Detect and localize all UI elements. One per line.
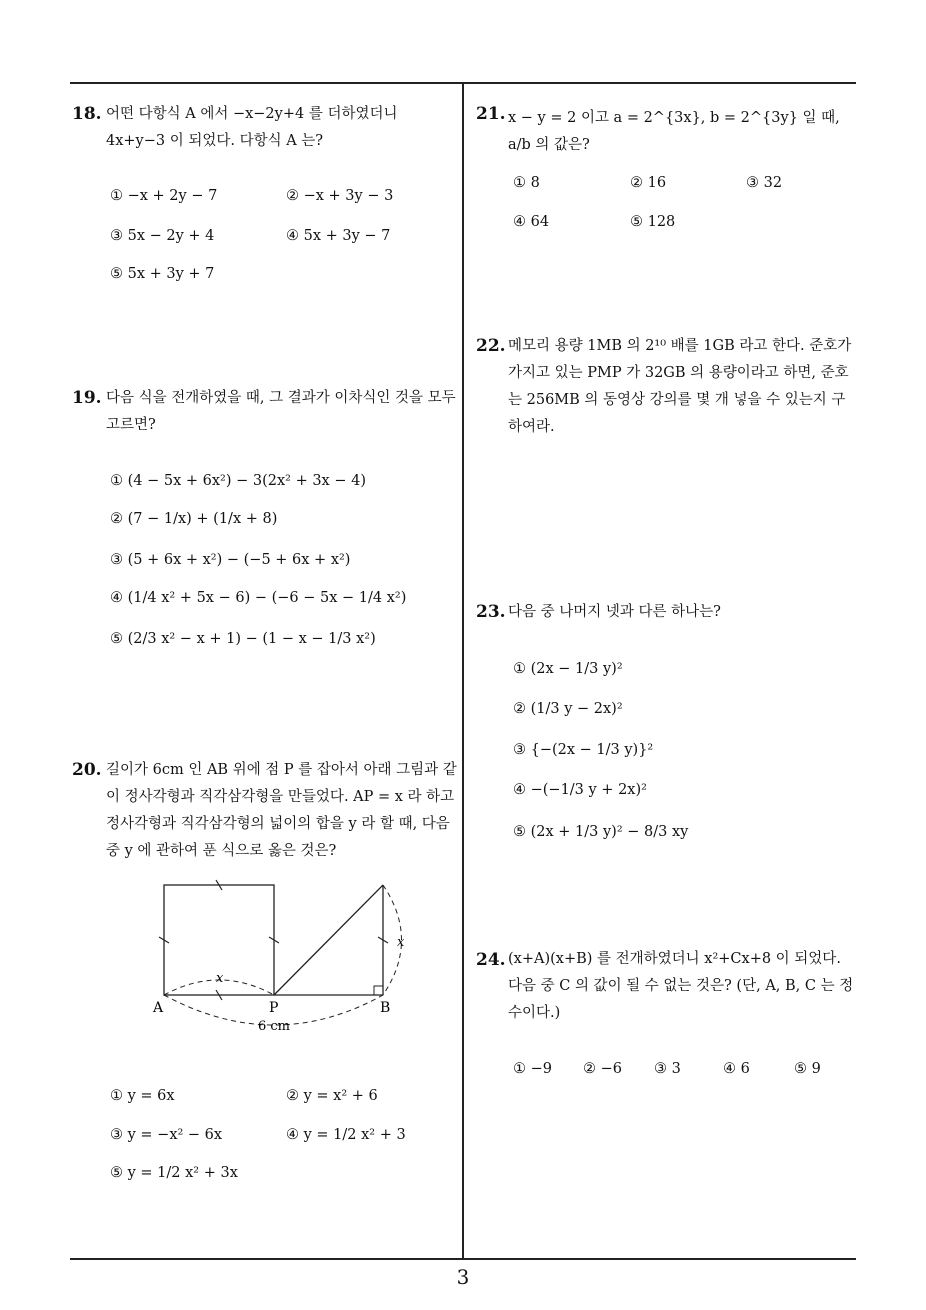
option-1[interactable]: ① 8 (513, 175, 540, 191)
question-number: 24. (476, 950, 506, 970)
question-text: 다음 중 나머지 넷과 다른 하나는? (508, 604, 721, 620)
option-3[interactable]: ③ (5 + 6x + x²) − (−5 + 6x + x²) (110, 552, 351, 568)
question-number: 18. (72, 104, 102, 124)
option-3[interactable]: ③ 32 (746, 175, 783, 191)
option-4[interactable]: ④ 5x + 3y − 7 (286, 228, 391, 244)
question-text: x − y = 2 이고 a = 2^{3x}, b = 2^{3y} 일 때, a/b 의 값은? (508, 110, 840, 153)
option-2[interactable]: ② −x + 3y − 3 (286, 188, 394, 204)
option-2[interactable]: ② (7 − 1/x) + (1/x + 8) (110, 511, 278, 527)
square-triangle-figure (140, 870, 430, 1040)
option-5[interactable]: ⑤ 128 (630, 214, 676, 230)
label-length: 6 cm (258, 1019, 291, 1034)
option-1[interactable]: ① −9 (513, 1061, 552, 1077)
option-1[interactable]: ① −x + 2y − 7 (110, 188, 218, 204)
question-number: 19. (72, 388, 102, 408)
label-p: P (269, 1000, 279, 1016)
option-1[interactable]: ① y = 6x (110, 1088, 175, 1104)
option-2[interactable]: ② y = x² + 6 (286, 1088, 378, 1104)
option-2[interactable]: ② (1/3 y − 2x)² (513, 701, 623, 717)
column-divider (462, 83, 464, 1259)
option-4[interactable]: ④ (1/4 x² + 5x − 6) − (−6 − 5x − 1/4 x²) (110, 590, 407, 606)
option-3[interactable]: ③ 3 (654, 1061, 681, 1077)
question-text: 길이가 6cm 인 AB 위에 점 P 를 잡아서 아래 그림과 같이 정사각형과 직각삼각형을 만들었다. AP = x 라 하고 정사각형과 직각삼각형의 넓이의 합을 y 라 할 때, 다음 중 y 에 관하여 푼 식으로 옳은 것은? (106, 762, 457, 859)
option-2[interactable]: ② −6 (583, 1061, 622, 1077)
option-4[interactable]: ④ y = 1/2 x² + 3 (286, 1127, 406, 1143)
option-5[interactable]: ⑤ 9 (794, 1061, 821, 1077)
option-4[interactable]: ④ 6 (723, 1061, 750, 1077)
question-number: 20. (72, 760, 102, 780)
label-a: A (153, 1000, 164, 1016)
page-number: 3 (456, 1265, 470, 1289)
question-number: 21. (476, 104, 506, 124)
option-5[interactable]: ⑤ (2x + 1/3 y)² − 8/3 xy (513, 824, 689, 840)
option-2[interactable]: ② 16 (630, 175, 667, 191)
question-text: (x+A)(x+B) 를 전개하였더니 x²+Cx+8 이 되었다. 다음 중 C 의 값이 될 수 없는 것은? (단, A, B, C 는 정수이다.) (508, 951, 854, 1021)
option-3[interactable]: ③ 5x − 2y + 4 (110, 228, 215, 244)
question-text: 메모리 용량 1MB 의 2¹⁰ 배를 1GB 라고 한다. 준호가 가지고 있는 PMP 가 32GB 의 용량이라고 하면, 준호는 256MB 의 동영상 강의를 몇 개 넣을 수 있는지 구하여라. (508, 338, 852, 435)
label-x-right: x (397, 935, 405, 950)
option-5[interactable]: ⑤ (2/3 x² − x + 1) − (1 − x − 1/3 x²) (110, 631, 376, 647)
question-number: 23. (476, 602, 506, 622)
option-1[interactable]: ① (2x − 1/3 y)² (513, 661, 623, 677)
question-number: 22. (476, 336, 506, 356)
option-3[interactable]: ③ {−(2x − 1/3 y)}² (513, 742, 654, 758)
option-3[interactable]: ③ y = −x² − 6x (110, 1127, 223, 1143)
label-b: B (380, 1000, 391, 1016)
question-text: 다음 식을 전개하였을 때, 그 결과가 이차식인 것을 모두 고르면? (106, 390, 456, 433)
option-4[interactable]: ④ −(−1/3 y + 2x)² (513, 782, 647, 798)
option-4[interactable]: ④ 64 (513, 214, 550, 230)
question-text: 어떤 다항식 A 에서 −x−2y+4 를 더하였더니 4x+y−3 이 되었다. 다항식 A 는? (106, 106, 398, 149)
option-5[interactable]: ⑤ 5x + 3y + 7 (110, 266, 215, 282)
label-x-top: x (216, 971, 224, 986)
option-1[interactable]: ① (4 − 5x + 6x²) − 3(2x² + 3x − 4) (110, 473, 366, 489)
option-5[interactable]: ⑤ y = 1/2 x² + 3x (110, 1165, 238, 1181)
